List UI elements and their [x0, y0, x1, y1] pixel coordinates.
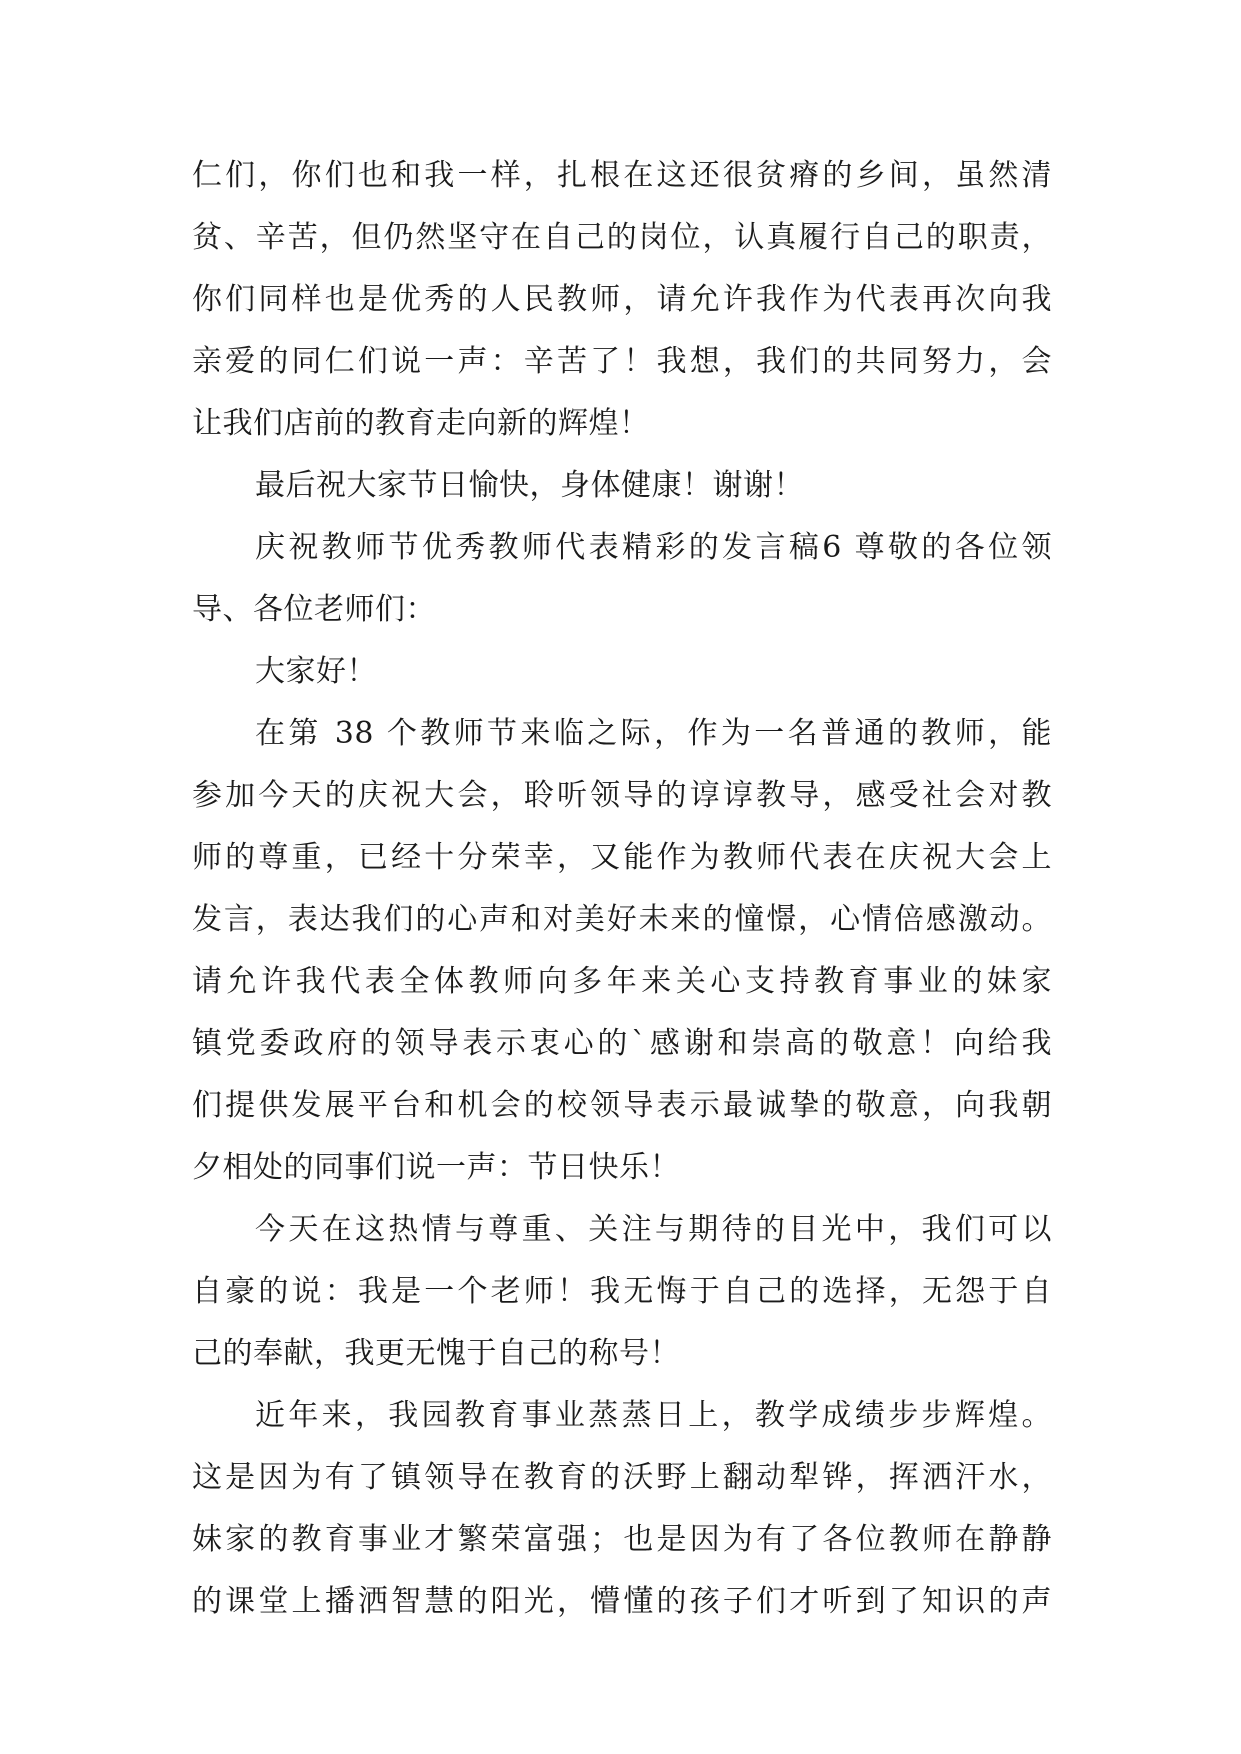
text-line: 仁们，你们也和我一样，扎根在这还很贫瘠的乡间，虽然清	[192, 158, 1052, 193]
text-line: 最后祝大家节日愉快，身体健康！谢谢！	[255, 468, 804, 503]
text-line: 大家好！	[255, 654, 377, 689]
text-line: 庆祝教师节优秀教师代表精彩的发言稿6 尊敬的各位领	[255, 530, 1052, 565]
text-line: 你们同样也是优秀的人民教师，请允许我作为代表再次向我	[192, 282, 1052, 317]
text-line: 己的奉献，我更无愧于自己的称号！	[192, 1336, 680, 1371]
text-line: 镇党委政府的领导表示衷心的`感谢和崇高的敬意！向给我	[192, 1026, 1052, 1061]
text-line: 的课堂上播洒智慧的阳光，懵懂的孩子们才听到了知识的声	[192, 1584, 1052, 1619]
text-line: 亲爱的同仁们说一声：辛苦了！我想，我们的共同努力，会	[192, 344, 1052, 379]
text-line: 今天在这热情与尊重、关注与期待的目光中，我们可以	[255, 1212, 1052, 1247]
text-line: 贫、辛苦，但仍然坚守在自己的岗位，认真履行自己的职责，	[192, 220, 1052, 255]
text-line: 在第 38 个教师节来临之际，作为一名普通的教师，能	[255, 716, 1052, 751]
text-line: 们提供发展平台和机会的校领导表示最诚挚的敬意，向我朝	[192, 1088, 1052, 1123]
document-body	[192, 156, 1052, 1644]
text-line: 导、各位老师们：	[192, 592, 436, 627]
text-line: 参加今天的庆祝大会，聆听领导的谆谆教导，感受社会对教	[192, 778, 1052, 813]
text-line: 发言，表达我们的心声和对美好未来的憧憬，心情倍感激动。	[192, 902, 1052, 937]
text-line: 师的尊重，已经十分荣幸，又能作为教师代表在庆祝大会上	[192, 840, 1052, 875]
text-line: 近年来，我园教育事业蒸蒸日上，教学成绩步步辉煌。	[255, 1398, 1052, 1433]
text-line: 请允许我代表全体教师向多年来关心支持教育事业的妹家	[192, 964, 1052, 999]
text-line: 这是因为有了镇领导在教育的沃野上翻动犁铧，挥洒汗水，	[192, 1460, 1052, 1495]
text-line: 夕相处的同事们说一声：节日快乐！	[192, 1150, 680, 1185]
text-line: 自豪的说：我是一个老师！我无悔于自己的选择，无怨于自	[192, 1274, 1052, 1309]
text-line: 让我们店前的教育走向新的辉煌！	[192, 406, 650, 441]
text-line: 妹家的教育事业才繁荣富强；也是因为有了各位教师在静静	[192, 1522, 1052, 1557]
